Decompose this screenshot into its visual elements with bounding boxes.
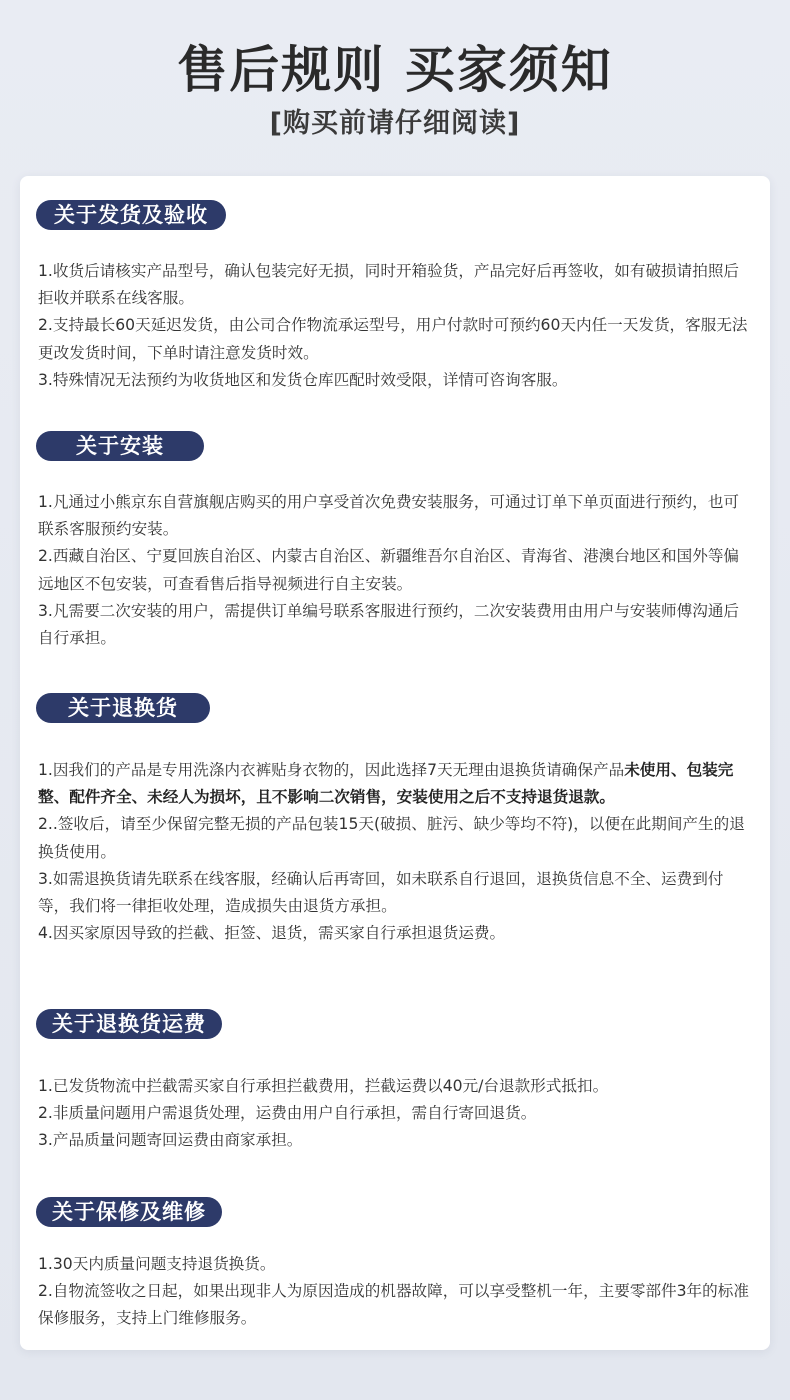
list-item-text: 1.因我们的产品是专用洗涤内衣裤贴身衣物的，因此选择7天无理由退换货请确保产品 xyxy=(38,761,625,779)
list-item: 3.凡需要二次安装的用户，需提供订单编号联系客服进行预约，二次安装费用由用户与安装师傅沟通后自行承担。 xyxy=(38,601,740,648)
section-tag-warranty: 关于保修及维修 xyxy=(36,1197,222,1227)
list-item-emphasis: 未使用、包装完整、配件齐全、未经人为损坏，且不影响二次销售，安装使用之后不支持退货退款。 xyxy=(38,761,734,807)
list-item: 2.非质量问题用户需退货处理，运费由用户自行承担，需自行寄回退货。 xyxy=(38,1104,537,1123)
rules-card xyxy=(20,176,770,1350)
section-items xyxy=(38,1073,754,1155)
list-item: 1.凡通过小熊京东自营旗舰店购买的用户享受首次免费安装服务，可通过订单下单页面进行预约，也可联系客服预约安装。 xyxy=(38,493,740,539)
list-item: 2.支持最长60天延迟发货，由公司合作物流承运型号，用户付款时可预约60天内任一天发货，客服无法更改发货时间，下单时请注意发货时效。 xyxy=(38,316,748,362)
section-tag-returns: 关于退换货 xyxy=(36,693,210,723)
list-item: 2..签收后，请至少保留完整无损的产品包装15天(破损、脏污、缺少等均不符)，以便在此期间产生的退换货使用。 xyxy=(38,815,745,861)
list-item: 3.产品质量问题寄回运费由商家承担。 xyxy=(38,1131,303,1150)
list-item: 3.特殊情况无法预约为收货地区和发货仓库匹配时效受限，详情可咨询客服。 xyxy=(38,370,568,389)
list-item xyxy=(38,757,754,811)
page-subtitle: [购买前请仔细阅读] xyxy=(269,108,521,139)
section-items xyxy=(38,1251,754,1333)
list-item: 4.因买家原因导致的拦截、拒签、退货，需买家自行承担退货运费。 xyxy=(38,924,506,943)
section-tag-return-shipping-fee: 关于退换货运费 xyxy=(36,1009,222,1039)
list-item: 1.已发货物流中拦截需买家自行承担拦截费用，拦截运费以40元/台退款形式抵扣。 xyxy=(38,1077,609,1095)
list-item: 1.30天内质量问题支持退货换货。 xyxy=(38,1255,276,1273)
list-item: 1.收货后请核实产品型号，确认包装完好无损，同时开箱验货，产品完好后再签收，如有破损请拍照后拒收并联系在线客服。 xyxy=(38,262,740,308)
section-items xyxy=(38,489,754,652)
section-items xyxy=(38,757,754,947)
list-item: 3.如需退换货请先联系在线客服，经确认后再寄回，如未联系自行退回，退换货信息不全、运费到付等，我们将一律拒收处理，造成损失由退货方承担。 xyxy=(38,869,724,916)
section-tag-shipping: 关于发货及验收 xyxy=(36,200,226,230)
page-title: 售后规则 买家须知 xyxy=(177,41,613,99)
page-header xyxy=(0,0,790,139)
section-items xyxy=(38,258,754,394)
list-item: 2.自物流签收之日起，如果出现非人为原因造成的机器故障，可以享受整机一年，主要零部件3年的标准保修服务，支持上门维修服务。 xyxy=(38,1282,749,1328)
list-item: 2.西藏自治区、宁夏回族自治区、内蒙古自治区、新疆维吾尔自治区、青海省、港澳台地区和国外等偏远地区不包安装，可查看售后指导视频进行自主安装。 xyxy=(38,547,740,593)
section-tag-installation: 关于安装 xyxy=(36,431,204,461)
